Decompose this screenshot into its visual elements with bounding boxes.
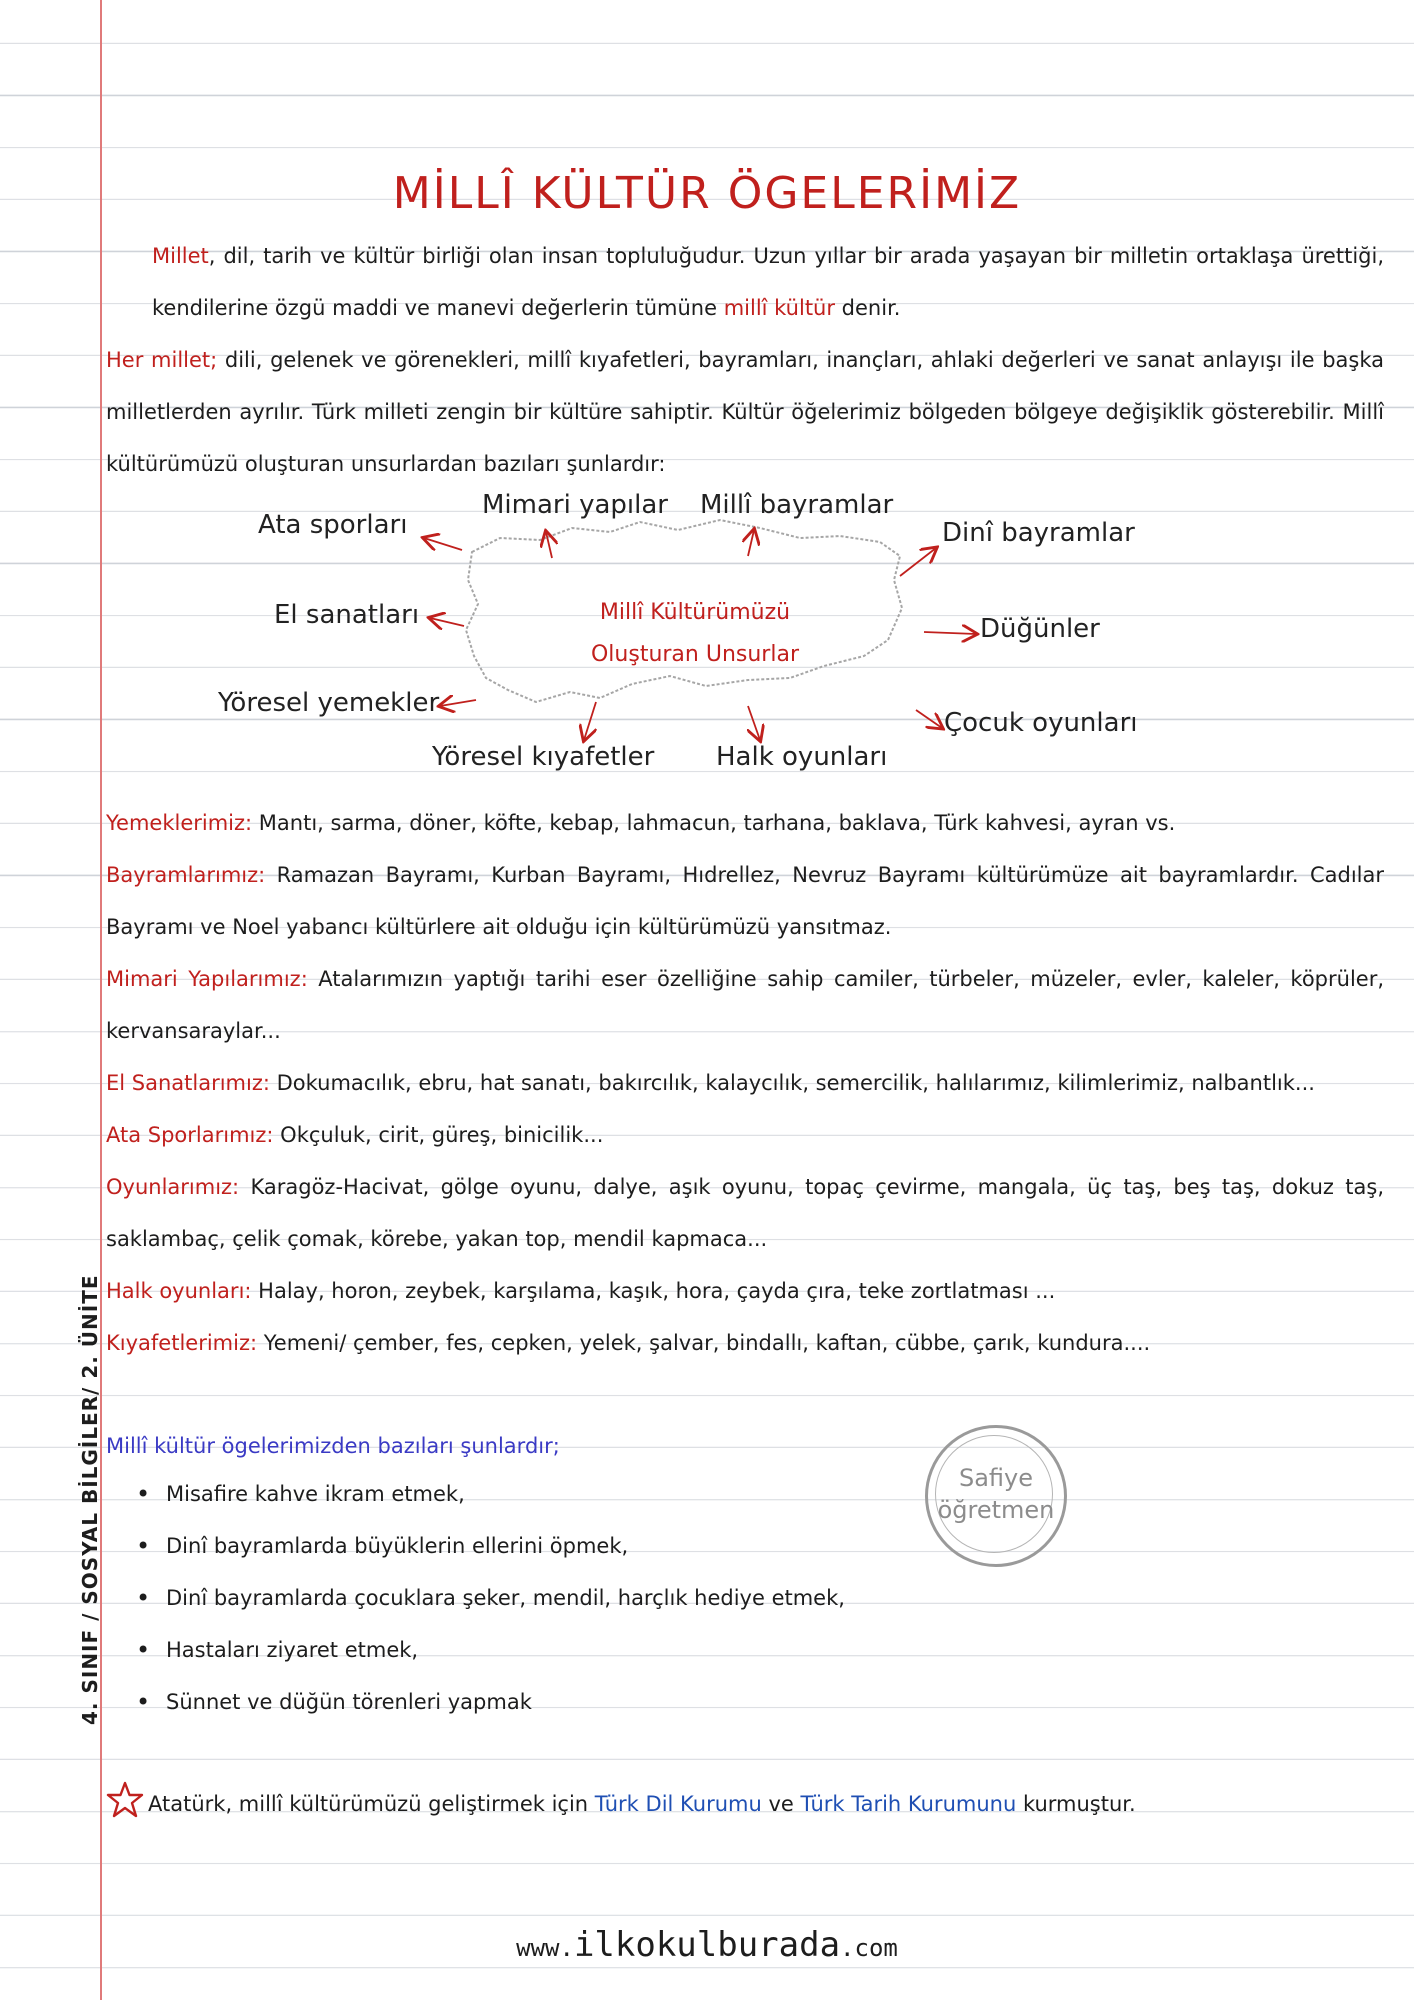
label-el-sanatlari: El sanatları bbox=[274, 600, 420, 630]
label-cocuk-oyunlari: Çocuk oyunları bbox=[944, 708, 1138, 738]
stamp-line-2: öğretmen bbox=[937, 1496, 1055, 1524]
note-text-middle: ve bbox=[761, 1792, 801, 1816]
detail-item-yemekler bbox=[106, 797, 1384, 849]
footer-website bbox=[0, 1925, 1414, 1965]
arrow-icon bbox=[424, 538, 462, 550]
label-milli-bayramlar: Millî bayramlar bbox=[700, 490, 894, 520]
side-label: 4. SINIF / SOSYAL BİLGİLER/ 2. ÜNİTE bbox=[78, 1274, 102, 1725]
list-item: • Dinî bayramlarda büyüklerin ellerini öpmek, bbox=[130, 1520, 845, 1572]
her-millet-term: Her millet; bbox=[106, 348, 218, 372]
arrow-icon bbox=[748, 530, 754, 556]
stamp-line-1: Safiye bbox=[958, 1464, 1034, 1492]
detail-item-ata-sporlari bbox=[106, 1109, 1384, 1161]
tdk-name: Türk Dil Kurumu bbox=[594, 1792, 762, 1816]
detail-item-mimari bbox=[106, 953, 1384, 1057]
page-title: MİLLÎ KÜLTÜR ÖGELERİMİZ bbox=[392, 168, 1022, 219]
detail-text: Ramazan Bayramı, Kurban Bayramı, Hıdrellez, Nevruz Bayramı kültürümüze ait bayramlardır. Cadılar Bayramı ve Noel yabancı kültürlere ait olduğu için kültürümüzü yansıtmaz. bbox=[106, 863, 1384, 939]
examples-list bbox=[130, 1468, 845, 1728]
detail-text: Dokumacılık, ebru, hat sanatı, bakırcılık, kalaycılık, semercilik, halılarımız, kilimlerimiz, nalbantlık... bbox=[269, 1071, 1315, 1095]
list-item: • Sünnet ve düğün törenleri yapmak bbox=[130, 1676, 845, 1728]
detail-text: Mantı, sarma, döner, köfte, kebap, lahmacun, tarhana, baklava, Türk kahvesi, ayran vs. bbox=[252, 811, 1176, 835]
detail-item-halk-oyunlari bbox=[106, 1265, 1384, 1317]
detail-item-kiyafetler bbox=[106, 1317, 1384, 1369]
details-list bbox=[106, 797, 1384, 1369]
note-text-after: kurmuştur. bbox=[1016, 1792, 1136, 1816]
detail-text: Halay, horon, zeybek, karşılama, kaşık, hora, çayda çıra, teke zortlatması ... bbox=[251, 1279, 1056, 1303]
arrow-icon bbox=[924, 632, 976, 634]
label-mimari-yapilar: Mimari yapılar bbox=[482, 490, 668, 520]
detail-label: Halk oyunları: bbox=[106, 1279, 252, 1303]
intro-text-1: , dil, tarih ve kültür birliği olan insan topluluğudur. Uzun yıllar bir arada yaşayan bir milletin ortaklaşa ürettiği, kendilerine özgü maddi ve manevi değerlerin tümüne bbox=[152, 244, 1384, 320]
arrow-icon bbox=[900, 548, 936, 576]
stamp-text bbox=[928, 1462, 1064, 1526]
detail-label: El Sanatlarımız: bbox=[106, 1071, 270, 1095]
millet-term: Millet bbox=[152, 244, 209, 268]
center-title-line-1: Millî Kültürümüzü bbox=[599, 600, 791, 625]
label-yoresel-yemekler: Yöresel yemekler bbox=[218, 688, 440, 718]
footer-suffix: .com bbox=[840, 1934, 898, 1962]
detail-text: Okçuluk, cirit, güreş, binicilik... bbox=[273, 1123, 604, 1147]
culture-elements-diagram bbox=[200, 480, 1180, 790]
intro-sentence-2 bbox=[106, 334, 1384, 490]
list-item: • Misafire kahve ikram etmek, bbox=[130, 1468, 845, 1520]
arrow-icon bbox=[916, 710, 942, 728]
teacher-stamp bbox=[925, 1425, 1067, 1567]
list-item: • Hastaları ziyaret etmek, bbox=[130, 1624, 845, 1676]
detail-label: Yemeklerimiz: bbox=[106, 811, 253, 835]
detail-text: Karagöz-Hacivat, gölge oyunu, dalye, aşık oyunu, topaç çevirme, mangala, üç taş, beş taş, dokuz taş, saklambaç, çelik çomak, körebe, yakan top, mendil kapmaca... bbox=[106, 1175, 1384, 1251]
label-ata-sporlari: Ata sporları bbox=[258, 510, 408, 540]
detail-label: Bayramlarımız: bbox=[106, 863, 266, 887]
detail-item-oyunlar bbox=[106, 1161, 1384, 1265]
label-halk-oyunlari: Halk oyunları bbox=[716, 742, 888, 772]
footer-prefix: www. bbox=[516, 1934, 574, 1962]
detail-text: Yemeni/ çember, fes, cepken, yelek, şalvar, bindallı, kaftan, cübbe, çarık, kundura.... bbox=[257, 1331, 1151, 1355]
footer-main: ilkokulburada bbox=[573, 1925, 841, 1965]
detail-label: Mimari Yapılarımız: bbox=[106, 967, 308, 991]
ataturk-note bbox=[106, 1778, 1136, 1838]
arrow-icon bbox=[584, 702, 596, 740]
ttk-name: Türk Tarih Kurumunu bbox=[800, 1792, 1017, 1816]
intro-text-2: dili, gelenek ve görenekleri, millî kıyafetleri, bayramları, inançları, ahlaki değerleri ve sanat anlayışı ile başka milletlerden ayrılır. Türk milleti zengin bir kültüre sahiptir. Kültür öğelerimiz bölgeden bölgeye değişiklik gösterebilir. Millî kültürümüzü oluşturan unsurlardan bazıları şunlardır: bbox=[106, 348, 1384, 476]
detail-item-el-sanatlari bbox=[106, 1057, 1384, 1109]
intro-text-1-end: denir. bbox=[835, 296, 901, 320]
arrow-icon bbox=[440, 700, 476, 706]
detail-item-bayramlar bbox=[106, 849, 1384, 953]
detail-label: Ata Sporlarımız: bbox=[106, 1123, 274, 1147]
intro-sentence-1 bbox=[106, 230, 1384, 334]
examples-title: Millî kültür ögelerimizden bazıları şunlardır; bbox=[106, 1434, 560, 1458]
label-yoresel-kiyafetler: Yöresel kıyafetler bbox=[432, 742, 655, 772]
detail-label: Kıyafetlerimiz: bbox=[106, 1331, 258, 1355]
label-dugunler: Düğünler bbox=[980, 614, 1100, 644]
diagram-center-title bbox=[530, 592, 860, 676]
arrow-icon bbox=[748, 706, 760, 740]
label-dini-bayramlar: Dinî bayramlar bbox=[942, 518, 1135, 548]
arrow-icon bbox=[430, 618, 464, 626]
star-icon bbox=[106, 1781, 144, 1838]
list-item: • Dinî bayramlarda çocuklara şeker, mendil, harçlık hediye etmek, bbox=[130, 1572, 845, 1624]
note-text-before: Atatürk, millî kültürümüzü geliştirmek için bbox=[148, 1792, 595, 1816]
intro-paragraph bbox=[106, 230, 1384, 490]
detail-label: Oyunlarımız: bbox=[106, 1175, 240, 1199]
milli-kultur-term: millî kültür bbox=[723, 296, 835, 320]
center-title-line-2: Oluşturan Unsurlar bbox=[590, 642, 799, 667]
detail-text: Atalarımızın yaptığı tarihi eser özelliğine sahip camiler, türbeler, müzeler, evler, kaleler, köprüler, kervansaraylar... bbox=[106, 967, 1385, 1043]
